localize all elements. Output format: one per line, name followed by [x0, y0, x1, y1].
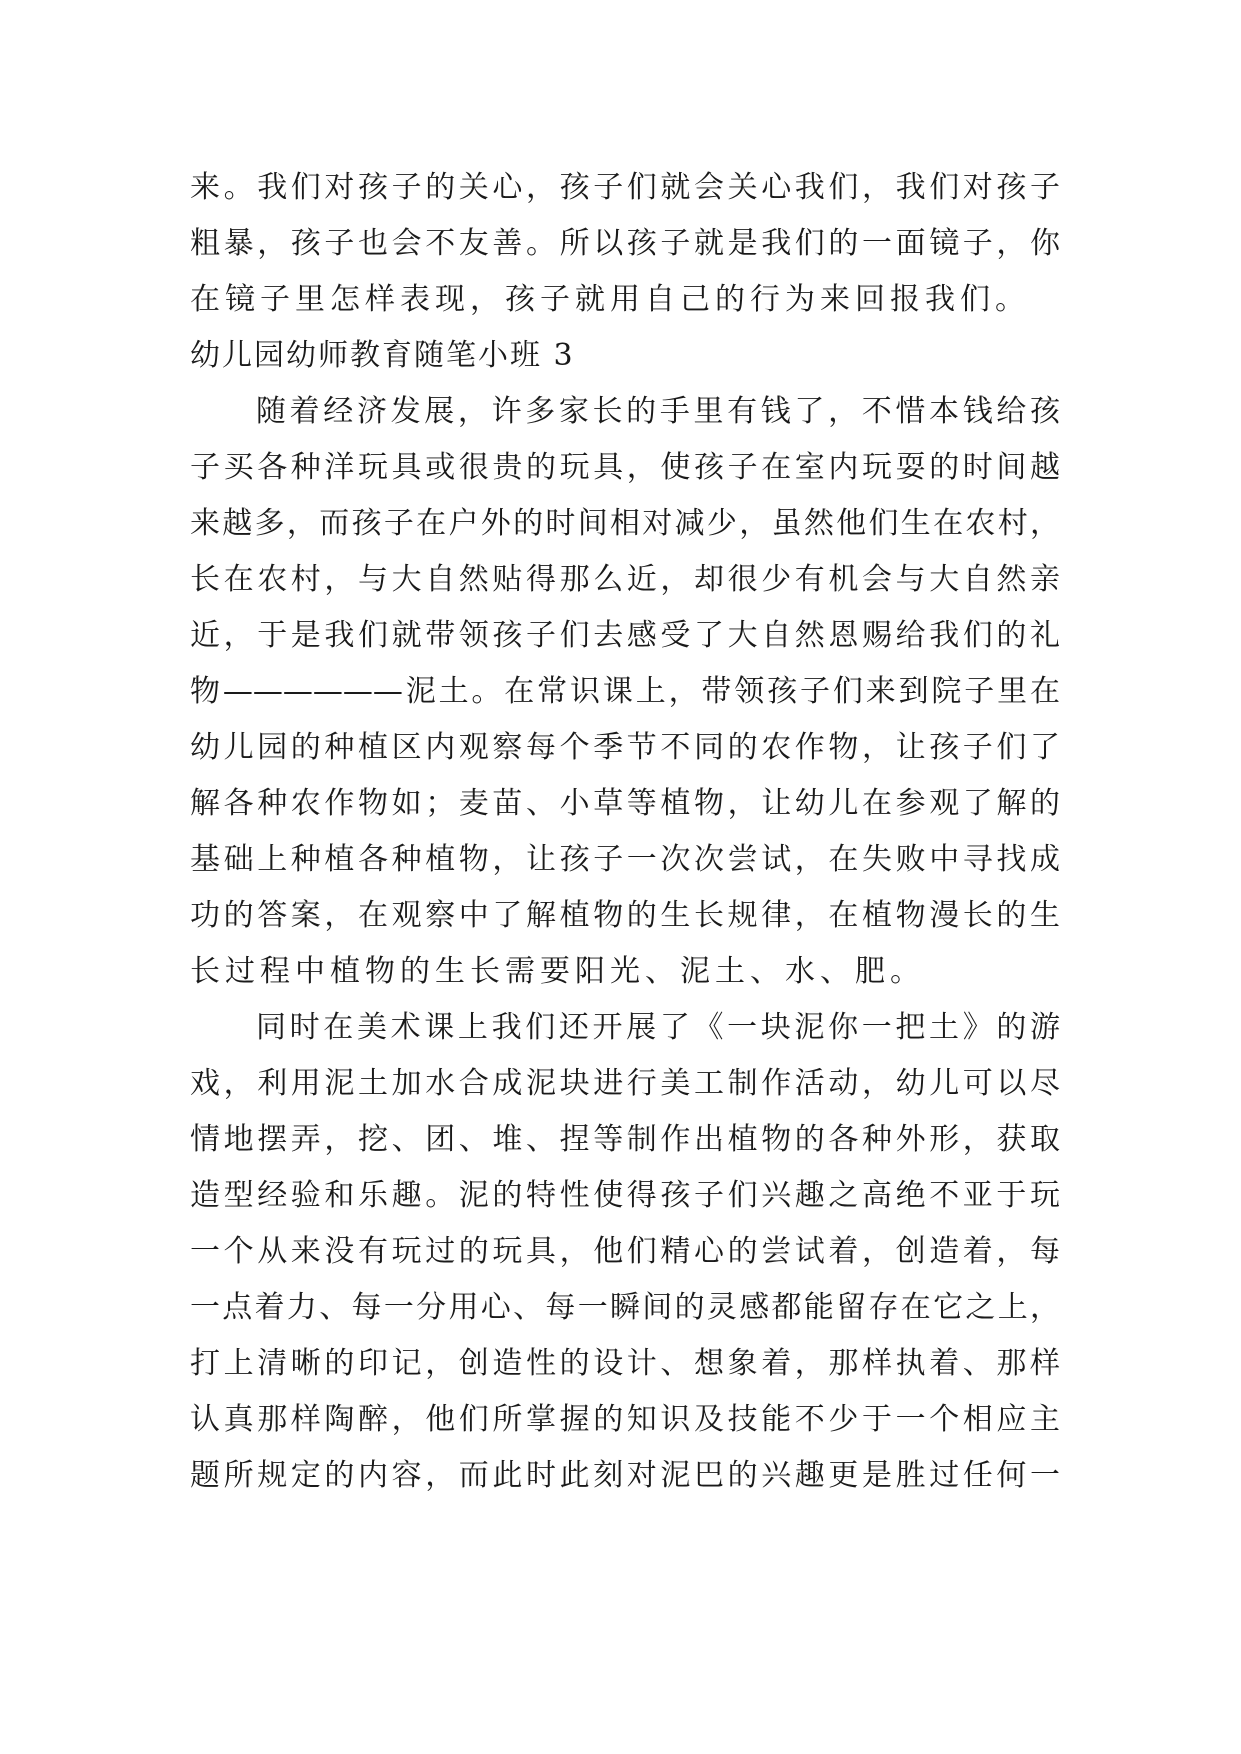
paragraph-line: 解各种农作物如；麦苗、小草等植物，让幼儿在参观了解的: [190, 786, 1060, 821]
paragraph-line: 物——————泥土。在常识课上，带领孩子们来到院子里在: [190, 674, 1060, 709]
paragraph-line: 一点着力、每一分用心、每一瞬间的灵感都能留存在它之上，: [190, 1290, 1060, 1325]
paragraph-line: 长在农村，与大自然贴得那么近，却很少有机会与大自然亲: [190, 562, 1060, 597]
paragraph-line: 在镜子里怎样表现，孩子就用自己的行为来回报我们。: [190, 282, 1030, 317]
paragraph-line: 粗暴，孩子也会不友善。所以孩子就是我们的一面镜子，你: [190, 226, 1060, 261]
paragraph-line: 来越多，而孩子在户外的时间相对减少，虽然他们生在农村，: [190, 506, 1060, 541]
paragraph-line: 打上清晰的印记，创造性的设计、想象着，那样执着、那样: [190, 1346, 1060, 1381]
section-title: 幼儿园幼师教育随笔小班 3: [190, 338, 575, 373]
paragraph-line: 随着经济发展，许多家长的手里有钱了，不惜本钱给孩: [256, 394, 1060, 429]
paragraph-line: 幼儿园的种植区内观察每个季节不同的农作物，让孩子们了: [190, 730, 1060, 765]
document-body: [190, 160, 1060, 1504]
paragraph-line: 同时在美术课上我们还开展了《一块泥你一把土》的游: [256, 1010, 1060, 1045]
paragraph-line: 一个从来没有玩过的玩具，他们精心的尝试着，创造着，每: [190, 1234, 1060, 1269]
paragraph-line: 功的答案，在观察中了解植物的生长规律，在植物漫长的生: [190, 898, 1060, 933]
paragraph-line: 题所规定的内容，而此时此刻对泥巴的兴趣更是胜过任何一: [190, 1458, 1060, 1493]
paragraph-2: [190, 384, 1060, 1000]
paragraph-1: [190, 160, 1060, 328]
paragraph-line: 子买各种洋玩具或很贵的玩具，使孩子在室内玩耍的时间越: [190, 450, 1060, 485]
paragraph-line: 近，于是我们就带领孩子们去感受了大自然恩赐给我们的礼: [190, 618, 1060, 653]
paragraph-3: [190, 1000, 1060, 1504]
paragraph-line: 情地摆弄，挖、团、堆、捏等制作出植物的各种外形，获取: [190, 1122, 1060, 1157]
paragraph-line: 造型经验和乐趣。泥的特性使得孩子们兴趣之高绝不亚于玩: [190, 1178, 1060, 1213]
paragraph-line: 认真那样陶醉，他们所掌握的知识及技能不少于一个相应主: [190, 1402, 1060, 1437]
paragraph-line: 来。我们对孩子的关心，孩子们就会关心我们，我们对孩子: [190, 170, 1060, 205]
paragraph-line: 长过程中植物的生长需要阳光、泥土、水、肥。: [190, 954, 925, 989]
paragraph-line: 戏，利用泥土加水合成泥块进行美工制作活动，幼儿可以尽: [190, 1066, 1060, 1101]
paragraph-line: 基础上种植各种植物，让孩子一次次尝试，在失败中寻找成: [190, 842, 1060, 877]
